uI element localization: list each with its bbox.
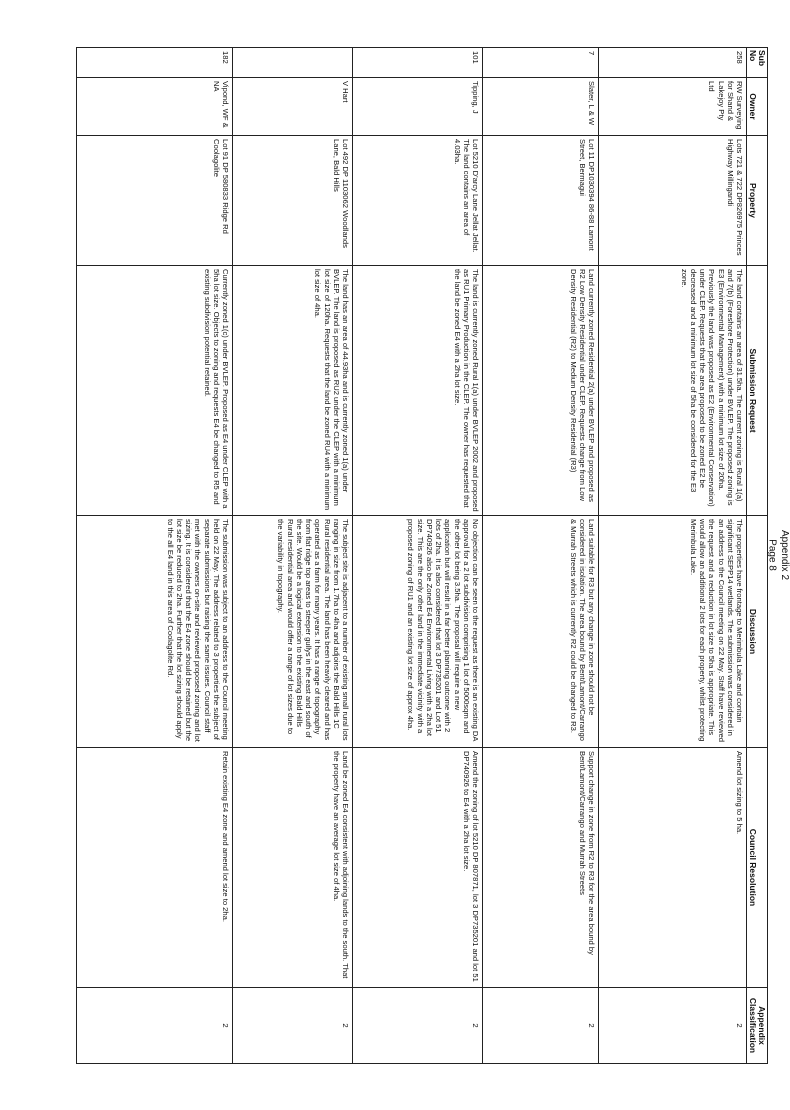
cell-submission-request: The land contains an area of 31.5ha. The current zoning is Rural 1(a) and 7(b) (Foreshore Protection) under BVLEP. The proposed zoning is E3 (Environmental Management) with a minimum lot size of 20ha. Previously the land was proposed as E2 (Environmental Conservation) under CLEP. Requests that the area proposed to be zoned E2 be decreased and a minimum lot size of 5ha be considered for the E3 zone. <box>599 266 747 516</box>
submissions-table <box>76 47 768 1064</box>
cell-owner: RW Surveying for Shand & Lakejoy Pty Ltd <box>599 78 747 136</box>
cell-submission-request: The land is currently zoned Rural 1(a) under BVLEP 2002 and proposed as RU1 Primary Production in the CLEP. The owner has requested that the land be zoned E4 with a 2ha lot size. <box>353 266 483 516</box>
cell-council-resolution: Amend lot sizing to 5 ha. <box>599 748 747 988</box>
cell-submission-request: Currently zoned 1(c) under BVLEP. Proposed as E4 under CLEP with a 5ha lot size. Objects to zoning and requests E4 be changed to R5 and existing subdivision potential retained. <box>77 266 233 516</box>
cell-property: Lot 5210 D'arcy Lane Jellat Jellat. The land contains an area of 4.03ha. <box>353 136 483 266</box>
cell-property: Lots 721 & 722 DP826975 Princes Highway Millingandi <box>599 136 747 266</box>
cell-property: Lot 492 DP 1103062 Woodlands Lane, Bald Hills <box>233 136 353 266</box>
cell-discussion: Land suitable for R3 but any change in zone should not be considered in isolation. The area bound by Bent/Lamont/Carrango & Murrah Streets which is currently R2 could be changed to R3. <box>483 516 599 748</box>
header-council-resolution: Council Resolution <box>747 748 768 988</box>
header-owner: Owner <box>747 78 768 136</box>
cell-property: Lot 91 DP 580833 Ridge Rd Coolagolite <box>77 136 233 266</box>
cell-owner: Tipping, J <box>353 78 483 136</box>
cell-council-resolution: Support change in zone from R2 to R3 for the area bound by Bent/Lamont/Carrango and Murrah Streets <box>483 748 599 988</box>
table-row <box>483 48 599 1064</box>
cell-classification: 2 <box>77 988 233 1064</box>
header-sub-no: Sub No <box>747 48 768 78</box>
cell-classification: 2 <box>599 988 747 1064</box>
cell-classification: 2 <box>353 988 483 1064</box>
header-property: Property <box>747 136 768 266</box>
table-row <box>233 48 353 1064</box>
cell-council-resolution: Land be zoned E4 consistent with adjoining lands to the south. That the property have an average lot size of 4ha. <box>233 748 353 988</box>
cell-sub-no: 101 <box>353 48 483 78</box>
cell-discussion: The properties have frontage to Merimbula Lake and contain significant SEPP14 wetlands. The submission was considered in an address to the Council meeting on 22 May. Staff have reviewed the request and a reduction in lot size to 5ha is appropriate. This would allow an additional 2 lots for each property, whilst protecting Merimbula Lake. <box>599 516 747 748</box>
cell-owner: Slater, L & W <box>483 78 599 136</box>
cell-discussion: No objection can be seen to the request as there is an existing DA approval for a 2 lot subdivision comprising 1 lot of 5000sqm and the other lot being 3.5ha. The proposal will require a new application but will result in a far better planning outcome with 2 lots of 2ha. It is also considered that lot 3 DP735201 and Lot 51 DP740926 also be Zoned E4 Environmental Living with a 2ha lot size. This are the only other land in the immediate vicinity with a proposed zoning of RU1 and an existing lot size of approx 4ha. <box>353 516 483 748</box>
appendix-label: Appendix 2 <box>779 529 790 581</box>
cell-sub-no: 258 <box>599 48 747 78</box>
cell-council-resolution: Retain existing E4 zone and amend lot size to 2ha. <box>77 748 233 988</box>
page-number: Page 8 <box>766 539 778 571</box>
cell-property: Lot 11 DP1030394 86-88 Lamont Street, Bermagui <box>483 136 599 266</box>
cell-discussion: The subject site is adjacent to a number of existing small rural lots ranging in size from 1.7ha to 4ha and adjoins the Bald Hills 1C Rural residential area. The land has been heavily cleared and has operated as a farm for many years. It has a range of topography from flat ridge top areas to steeper gullys in the east and south of the site. Would be a logical extension to the existing Bald Hills Rural residential area and would offer a range of lot sizes due to the variability in topography. <box>233 516 353 748</box>
cell-sub-no: 7 <box>483 48 599 78</box>
cell-submission-request: The land has an area of 44.93ha and is currently zoned 1(a) under BVLEP. The land is proposed as RU2 under the CLEP with a minimum lot size of 120ha. Requests that the land be zoned RU4 with a minimum lot size of 4ha. <box>233 266 353 516</box>
table-row <box>599 48 747 1064</box>
header-submission-request: Submission Request <box>747 266 768 516</box>
header-discussion: Discussion <box>747 516 768 748</box>
cell-classification: 2 <box>233 988 353 1064</box>
cell-submission-request: Land currently zoned Residential 2(a) under BVLEP and proposed as R2 Low Density Residential under CLEP. Requests change from Low Density Residential (R2) to Medium Density Residential (R3) <box>483 266 599 516</box>
table-row <box>77 48 233 1064</box>
cell-classification: 2 <box>483 988 599 1064</box>
cell-sub-no <box>233 48 353 78</box>
cell-discussion: The submission was subject to an address to the Council meeting held on 22 May. The address related to 3 properties the subject of separate submissions but raising the same issues. Council staff met with the owners on-site and reviewed proposed zoning and lot sizing. It is considered that the E4 zone should be retained but the lot size be reduced to 2ha. Further that the lot sizing should apply to the all E4 land in this area of Coolagolite Rd. <box>77 516 233 748</box>
cell-owner: Vipond, WF & NA <box>77 78 233 136</box>
table-header-row <box>747 48 768 1064</box>
cell-owner: V Hart <box>233 78 353 136</box>
header-appendix-classification: Appendix Classification <box>747 988 768 1064</box>
cell-council-resolution: Amend the zoning of lot 5210 DP 807871, lot 3 DP735201 and lot 51 DP740926 to E4 with a 2ha lot size. <box>353 748 483 988</box>
table-row <box>353 48 483 1064</box>
cell-sub-no: 182 <box>77 48 233 78</box>
